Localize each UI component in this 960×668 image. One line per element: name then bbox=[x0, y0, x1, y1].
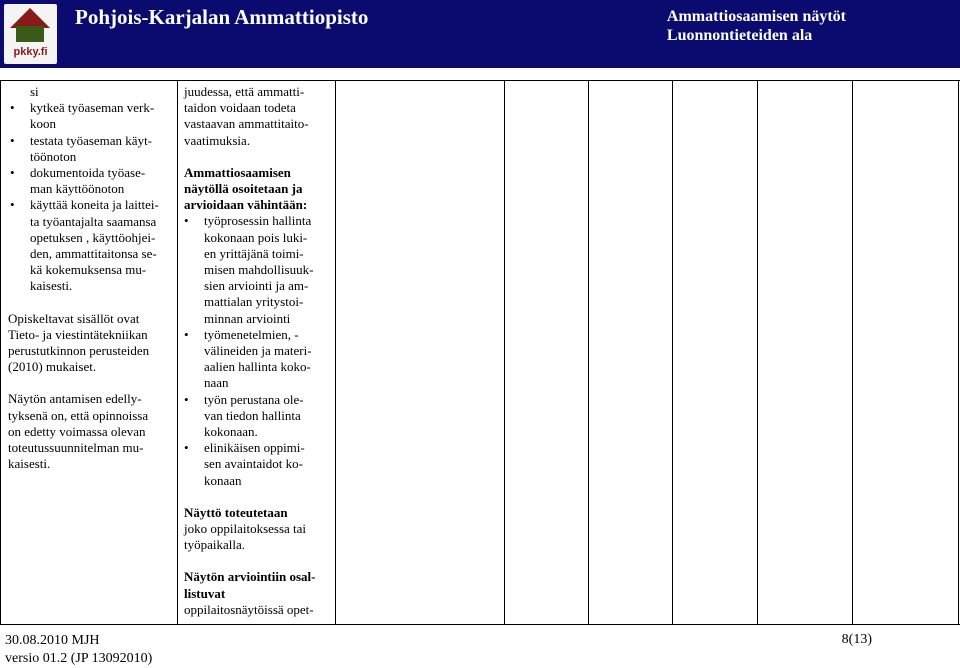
table-divider bbox=[757, 80, 758, 625]
list-item: • työmenetelmien, - välineiden ja materi- aalien hallinta koko- naan bbox=[184, 327, 334, 392]
footer bbox=[5, 632, 152, 668]
list-item: • testata työaseman käyt- töönoton bbox=[10, 133, 174, 165]
col2-bullet-list bbox=[184, 213, 334, 488]
list-item: • käyttää koneita ja laittei- ta työantajalta saamansa opetuksen , käyttöohjei- den, ammattitaitonsa se- kä kokemuksensa mu- kaisesti. bbox=[10, 197, 174, 294]
list-item: • työprosessin hallinta kokonaan pois luki- en yrittäjänä toimi- misen mahdollisuuk- sien arviointi ja am- mattialan yritystoi- minnan arviointi bbox=[184, 213, 334, 326]
list-item: • dokumentoida työase- man käyttöönoton bbox=[10, 165, 174, 197]
organization-name: Pohjois-Karjalan Ammattiopisto bbox=[75, 5, 369, 29]
col2-paragraph: oppilaitosnäytöissä opet- bbox=[184, 601, 314, 617]
list-item: • elinikäisen oppimi- sen avaintaidot ko- konaan bbox=[184, 440, 334, 489]
col1-bullet-list bbox=[10, 100, 174, 294]
col2-heading: Näyttö toteutetaan bbox=[184, 504, 288, 520]
table-border-right bbox=[958, 80, 959, 625]
col2-heading: Ammattiosaamisen näytöllä osoitetaan ja arvioidaan vähintään: bbox=[184, 164, 308, 213]
column-2 bbox=[184, 84, 334, 618]
list-item: • työn perustana ole- van tiedon hallinta kokonaan. bbox=[184, 392, 334, 441]
logo-roof-icon bbox=[10, 8, 50, 28]
col2-heading: Näytön arviointiin osal- listuvat bbox=[184, 569, 316, 601]
col1-paragraph: Opiskeltavat sisällöt ovat Tieto- ja viestintätekniikan perustutkinnon perusteiden (2010) mukaiset. bbox=[8, 310, 150, 375]
header-right bbox=[667, 7, 846, 45]
logo-text: pkky.fi bbox=[13, 46, 48, 58]
header-banner bbox=[0, 0, 960, 68]
table-divider bbox=[335, 80, 336, 625]
list-item: • kytkeä työaseman verk- koon bbox=[10, 100, 174, 132]
document-title: Ammattiosaamisen näytöt bbox=[666, 8, 846, 25]
col1-paragraph: Näytön antamisen edelly- tyksenä on, että opinnoissa on edetty voimassa olevan toteutussuunnitelman mu- kaisesti. bbox=[8, 391, 149, 472]
table-top-border bbox=[0, 80, 960, 81]
page-number: 8(13) bbox=[841, 632, 872, 647]
column-1 bbox=[8, 84, 174, 472]
footer-version: versio 01.2 (JP 13092010) bbox=[5, 651, 153, 666]
logo-building-icon bbox=[16, 26, 44, 42]
table-bottom-border bbox=[0, 624, 960, 625]
table-border-left bbox=[0, 80, 1, 625]
organization-logo bbox=[4, 4, 57, 64]
field-name: Luonnontieteiden ala bbox=[666, 27, 813, 44]
footer-date-author: 30.08.2010 MJH bbox=[5, 633, 100, 648]
table-divider bbox=[672, 80, 673, 625]
col2-paragraph: juudessa, että ammatti- taidon voidaan todeta vastaavan ammattitaito- vaatimuksia. bbox=[184, 84, 309, 148]
table-divider bbox=[852, 80, 853, 625]
col2-paragraph: joko oppilaitoksessa tai työpaikalla. bbox=[184, 521, 307, 553]
col1-bullet-first: si bbox=[30, 84, 39, 99]
table-divider bbox=[177, 80, 178, 625]
table-divider bbox=[504, 80, 505, 625]
table-divider bbox=[588, 80, 589, 625]
